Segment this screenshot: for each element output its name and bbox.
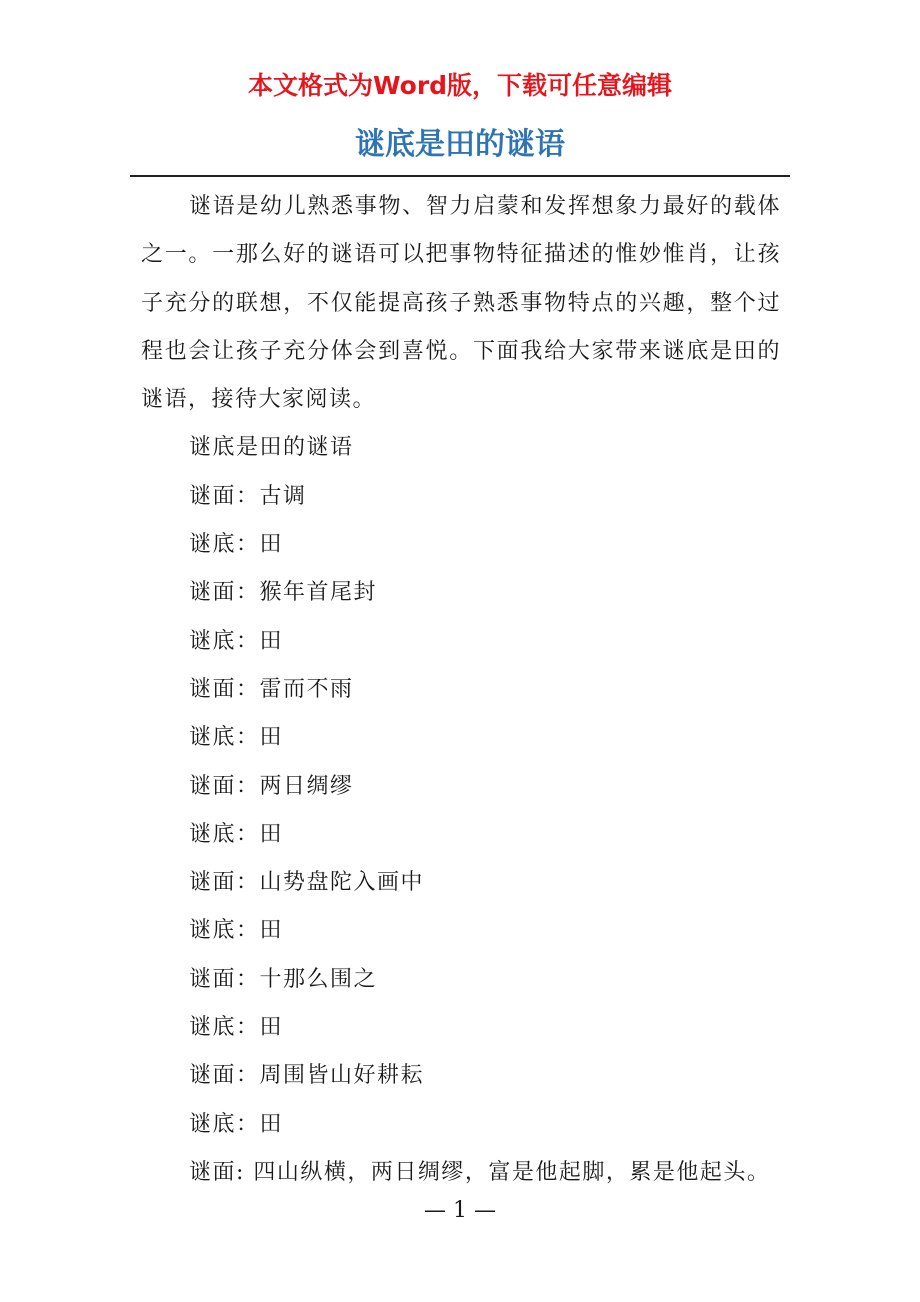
riddle-answer: 谜底：田 [189, 821, 284, 847]
riddle-question: 谜面：周围皆山好耕耘 [189, 1063, 425, 1089]
riddle-answer: 谜底：田 [189, 1015, 284, 1041]
page-number: — 1 — [424, 1198, 496, 1223]
riddle-answer: 谜底：田 [189, 1111, 284, 1137]
riddle-answer: 谜底：田 [189, 725, 284, 751]
download-banner: 本文格式为Word版，下载可任意编辑 [247, 71, 673, 100]
riddle-question: 谜面：山势盘陀入画中 [189, 870, 425, 896]
intro-paragraph: 谜语是幼儿熟悉事物、智力启蒙和发挥想象力最好的载体之一。一那么好的谜语可以把事物特征描述的惟妙惟肖，让孩子充分的联想，不仅能提高孩子熟悉事物特点的兴趣，整个过程也会让孩子充分体会到喜悦。下面我给大家带来谜底是田的谜语，接待大家阅读。 [141, 194, 781, 413]
riddle-question: 谜面：雷而不雨 [189, 676, 354, 702]
riddle-question: 谜面：十那么围之 [189, 966, 378, 992]
document-title: 谜底是田的谜语 [355, 127, 565, 162]
riddle-question: 谜面：猴年首尾封 [189, 580, 378, 606]
riddle-answer: 谜底：田 [189, 532, 284, 558]
riddle-question: 谜面: 四山纵横，两日绸缪，富是他起脚，累是他起头。 [189, 1159, 771, 1185]
document-body [141, 183, 781, 1197]
section-heading: 谜底是田的谜语 [189, 435, 354, 461]
riddle-answer: 谜底：田 [189, 628, 284, 654]
riddle-question: 谜面：两日绸缪 [189, 773, 354, 799]
riddle-answer: 谜底：田 [189, 918, 284, 944]
riddle-question: 谜面：古调 [189, 483, 307, 509]
title-divider [130, 175, 790, 177]
